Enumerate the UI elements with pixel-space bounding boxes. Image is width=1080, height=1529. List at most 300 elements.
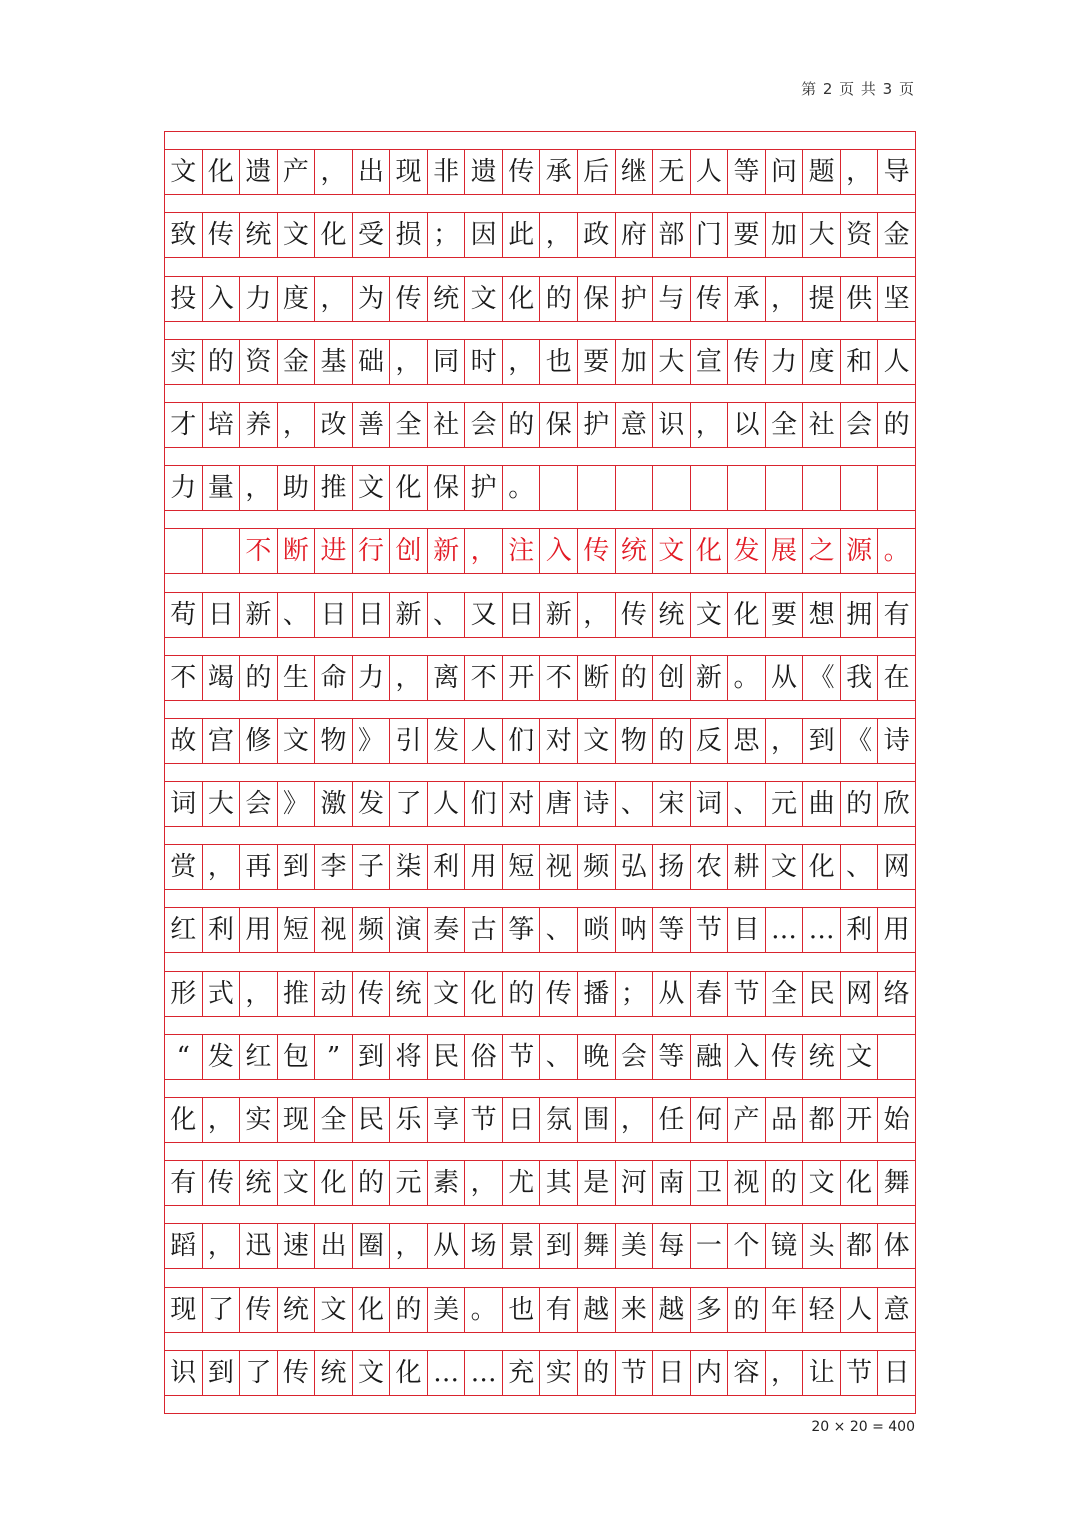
grid-cell: 遗 bbox=[465, 150, 503, 194]
grid-cell: ” bbox=[315, 1035, 353, 1079]
grid-cell: 氛 bbox=[540, 1098, 578, 1142]
grid-cell: 反 bbox=[691, 719, 729, 763]
grid-cell: ， bbox=[315, 150, 353, 194]
grid-cell: 拥 bbox=[841, 593, 879, 637]
grid-cell: 宣 bbox=[691, 340, 729, 384]
grid-cell: 识 bbox=[165, 1351, 203, 1395]
grid-cell: 培 bbox=[203, 403, 241, 447]
grid-cell: 了 bbox=[203, 1288, 241, 1332]
grid-cell: 子 bbox=[353, 845, 391, 889]
grid-cell: 力 bbox=[766, 340, 804, 384]
grid-cell: 的 bbox=[883, 409, 910, 440]
grid-cell: 传 bbox=[578, 529, 616, 573]
grid-cell: 传 bbox=[766, 1035, 804, 1079]
grid-cell: 俗 bbox=[465, 1035, 503, 1079]
grid-cell: 络 bbox=[883, 978, 910, 1009]
grid-cell: 、 bbox=[616, 782, 654, 826]
grid-cell: … bbox=[428, 1351, 466, 1395]
row-spacer bbox=[165, 1396, 915, 1413]
grid-cell: 金 bbox=[883, 220, 910, 251]
grid-cell: 享 bbox=[428, 1098, 466, 1142]
grid-cell: 供 bbox=[841, 277, 879, 321]
grid-cell: 传 bbox=[240, 1288, 278, 1332]
grid-cell: 保 bbox=[428, 466, 466, 510]
grid-cell: 节 bbox=[691, 908, 729, 952]
grid-cell: 量 bbox=[203, 466, 241, 510]
grid-cell: 社 bbox=[803, 403, 841, 447]
grid-cell: 网 bbox=[883, 852, 910, 883]
grid-cell: ， bbox=[540, 213, 578, 257]
grid-cell: 人 bbox=[428, 782, 466, 826]
grid-cell: 短 bbox=[503, 845, 541, 889]
grid-cell: 频 bbox=[578, 845, 616, 889]
grid-cell: 利 bbox=[428, 845, 466, 889]
text-row bbox=[165, 1161, 915, 1206]
grid-cell: 改 bbox=[315, 403, 353, 447]
grid-cell: 发 bbox=[353, 782, 391, 826]
grid-cell: 晚 bbox=[578, 1035, 616, 1079]
grid-cell: 后 bbox=[578, 150, 616, 194]
grid-cell: 体 bbox=[883, 1231, 910, 1262]
grid-cell: ， bbox=[578, 593, 616, 637]
grid-cell: 大 bbox=[803, 213, 841, 257]
grid-cell: 的 bbox=[766, 1161, 804, 1205]
grid-cell: 文 bbox=[315, 1288, 353, 1332]
text-row bbox=[165, 150, 915, 195]
text-row bbox=[165, 213, 915, 258]
grid-cell: 统 bbox=[803, 1035, 841, 1079]
grid-cell: 日 bbox=[883, 1357, 910, 1388]
grid-cell: 物 bbox=[315, 719, 353, 763]
grid-cell: 年 bbox=[766, 1288, 804, 1332]
grid-cell: 实 bbox=[540, 1351, 578, 1395]
row-spacer bbox=[165, 132, 915, 150]
grid-cell: 有 bbox=[165, 1161, 203, 1205]
text-row bbox=[165, 593, 915, 638]
grid-cell: 非 bbox=[428, 150, 466, 194]
row-spacer bbox=[165, 574, 915, 592]
grid-cell: 短 bbox=[278, 908, 316, 952]
grid-cell: 人 bbox=[883, 346, 910, 377]
grid-cell: 化 bbox=[203, 150, 241, 194]
grid-cell: 统 bbox=[240, 1161, 278, 1205]
grid-cell: ， bbox=[616, 1098, 654, 1142]
grid-cell: 文 bbox=[165, 150, 203, 194]
grid-cell: 尤 bbox=[503, 1161, 541, 1205]
grid-cell: 式 bbox=[203, 972, 241, 1016]
grid-cell: 日 bbox=[315, 593, 353, 637]
grid-cell: 播 bbox=[578, 972, 616, 1016]
grid-cell: 、 bbox=[428, 593, 466, 637]
text-row bbox=[165, 782, 915, 827]
grid-cell: 们 bbox=[465, 782, 503, 826]
grid-cell: 春 bbox=[691, 972, 729, 1016]
grid-cell: ， bbox=[465, 1161, 503, 1205]
grid-cell: 基 bbox=[315, 340, 353, 384]
grid-cell: 大 bbox=[653, 340, 691, 384]
text-row bbox=[165, 1098, 915, 1143]
grid-cell: 元 bbox=[766, 782, 804, 826]
grid-cell: 呐 bbox=[616, 908, 654, 952]
grid-cell: 物 bbox=[616, 719, 654, 763]
grid-cell: 人 bbox=[841, 1288, 879, 1332]
grid-cell: 资 bbox=[841, 213, 879, 257]
row-spacer bbox=[165, 1017, 915, 1035]
grid-cell: 继 bbox=[616, 150, 654, 194]
grid-cell: 有 bbox=[883, 599, 910, 630]
grid-cell: 识 bbox=[653, 403, 691, 447]
grid-cell: ， bbox=[390, 340, 428, 384]
grid-cell: 化 bbox=[728, 593, 766, 637]
grid-cell: 统 bbox=[653, 593, 691, 637]
row-spacer bbox=[165, 1206, 915, 1224]
row-spacer bbox=[165, 322, 915, 340]
grid-cell: 日 bbox=[653, 1351, 691, 1395]
grid-cell: 开 bbox=[503, 656, 541, 700]
grid-cell: 场 bbox=[465, 1224, 503, 1268]
grid-cell: 、 bbox=[540, 1035, 578, 1079]
row-spacer bbox=[165, 1333, 915, 1351]
grid-cell: 传 bbox=[203, 1161, 241, 1205]
row-spacer bbox=[165, 890, 915, 908]
grid-cell: 始 bbox=[883, 1105, 910, 1135]
grid-cell: 意 bbox=[883, 1294, 910, 1325]
grid-cell: 的 bbox=[503, 972, 541, 1016]
grid-cell: 统 bbox=[278, 1288, 316, 1332]
text-row bbox=[165, 908, 915, 953]
grid-cell: 新 bbox=[240, 593, 278, 637]
grid-cell: 民 bbox=[428, 1035, 466, 1079]
grid-cell: 、 bbox=[841, 845, 879, 889]
grid-cell: 其 bbox=[540, 1161, 578, 1205]
row-spacer bbox=[165, 1269, 915, 1287]
grid-cell: 围 bbox=[578, 1098, 616, 1142]
grid-cell: 对 bbox=[540, 719, 578, 763]
grid-cell: 创 bbox=[390, 529, 428, 573]
grid-cell: 开 bbox=[841, 1098, 879, 1142]
grid-cell: 乐 bbox=[390, 1098, 428, 1142]
grid-cell: 、 bbox=[728, 782, 766, 826]
grid-cell: 导 bbox=[883, 157, 910, 188]
grid-cell: 用 bbox=[883, 915, 910, 946]
grid-cell: 镜 bbox=[766, 1224, 804, 1268]
grid-cell bbox=[766, 466, 804, 510]
grid-cell: 化 bbox=[315, 213, 353, 257]
grid-cell: 人 bbox=[691, 150, 729, 194]
grid-cell: ， bbox=[691, 403, 729, 447]
grid-cell: 此 bbox=[503, 213, 541, 257]
grid-cell: ， bbox=[315, 277, 353, 321]
grid-cell: 全 bbox=[315, 1098, 353, 1142]
grid-cell: ， bbox=[766, 1351, 804, 1395]
grid-cell: 遗 bbox=[240, 150, 278, 194]
grid-cell: 民 bbox=[803, 972, 841, 1016]
grid-cell: 视 bbox=[728, 1161, 766, 1205]
grid-cell: 利 bbox=[841, 908, 879, 952]
text-row bbox=[165, 1035, 915, 1080]
grid-cell: 形 bbox=[165, 972, 203, 1016]
grid-cell: 时 bbox=[465, 340, 503, 384]
grid-cell: 文 bbox=[278, 1161, 316, 1205]
grid-cell: 了 bbox=[390, 782, 428, 826]
grid-cell: … bbox=[465, 1351, 503, 1395]
grid-cell bbox=[540, 466, 578, 510]
grid-cell: 提 bbox=[803, 277, 841, 321]
grid-cell: 助 bbox=[278, 466, 316, 510]
grid-cell: 《 bbox=[803, 656, 841, 700]
text-row bbox=[165, 403, 915, 448]
grid-cell: 、 bbox=[278, 593, 316, 637]
grid-cell: 传 bbox=[203, 213, 241, 257]
grid-cell: 保 bbox=[540, 403, 578, 447]
grid-cell: 景 bbox=[503, 1224, 541, 1268]
grid-cell: 都 bbox=[803, 1098, 841, 1142]
grid-cell: 化 bbox=[803, 845, 841, 889]
grid-cell: 损 bbox=[390, 213, 428, 257]
manuscript-grid bbox=[164, 131, 916, 1414]
grid-cell: 美 bbox=[428, 1288, 466, 1332]
grid-cell: 离 bbox=[428, 656, 466, 700]
grid-cell bbox=[878, 1035, 915, 1079]
grid-cell: 用 bbox=[240, 908, 278, 952]
grid-cell: 越 bbox=[653, 1288, 691, 1332]
grid-cell: 动 bbox=[315, 972, 353, 1016]
grid-cell: 护 bbox=[578, 403, 616, 447]
grid-cell: 到 bbox=[540, 1224, 578, 1268]
grid-cell: 频 bbox=[353, 908, 391, 952]
grid-cell: 都 bbox=[841, 1224, 879, 1268]
text-row bbox=[165, 845, 915, 890]
grid-cell: 护 bbox=[616, 277, 654, 321]
grid-cell: 化 bbox=[503, 277, 541, 321]
grid-cell: 护 bbox=[465, 466, 503, 510]
grid-cell: 的 bbox=[540, 277, 578, 321]
grid-cell: 出 bbox=[315, 1224, 353, 1268]
grid-cell: 又 bbox=[465, 593, 503, 637]
grid-cell: 宋 bbox=[653, 782, 691, 826]
grid-cell: 资 bbox=[240, 340, 278, 384]
grid-cell: 全 bbox=[766, 972, 804, 1016]
grid-cell: 会 bbox=[465, 403, 503, 447]
grid-cell: ； bbox=[616, 972, 654, 1016]
grid-cell: 视 bbox=[540, 845, 578, 889]
grid-cell: ， bbox=[503, 340, 541, 384]
grid-cell: 产 bbox=[728, 1098, 766, 1142]
grid-cell: 文 bbox=[766, 845, 804, 889]
grid-cell: 不 bbox=[165, 656, 203, 700]
grid-cell: 卫 bbox=[691, 1161, 729, 1205]
grid-cell bbox=[841, 466, 879, 510]
grid-cell: 对 bbox=[503, 782, 541, 826]
grid-cell: 在 bbox=[883, 662, 910, 693]
grid-cell: 速 bbox=[278, 1224, 316, 1268]
grid-cell: 承 bbox=[540, 150, 578, 194]
grid-cell: 断 bbox=[278, 529, 316, 573]
grid-cell: 的 bbox=[841, 782, 879, 826]
grid-cell: 发 bbox=[203, 1035, 241, 1079]
grid-cell: 产 bbox=[278, 150, 316, 194]
grid-cell: 思 bbox=[728, 719, 766, 763]
grid-count-label: 20 × 20 = 400 bbox=[811, 1419, 915, 1435]
grid-cell: 传 bbox=[390, 277, 428, 321]
grid-cell: 的 bbox=[616, 656, 654, 700]
grid-cell: 大 bbox=[203, 782, 241, 826]
grid-cell: 门 bbox=[691, 213, 729, 257]
grid-cell: 想 bbox=[803, 593, 841, 637]
row-spacer bbox=[165, 827, 915, 845]
grid-cell: 保 bbox=[578, 277, 616, 321]
grid-cell: 统 bbox=[616, 529, 654, 573]
grid-cell: 化 bbox=[353, 1288, 391, 1332]
grid-cell: 与 bbox=[653, 277, 691, 321]
grid-cell bbox=[728, 466, 766, 510]
grid-cell: 要 bbox=[728, 213, 766, 257]
grid-cell: 轻 bbox=[803, 1288, 841, 1332]
row-spacer bbox=[165, 1080, 915, 1098]
row-spacer bbox=[165, 701, 915, 719]
grid-cell: 文 bbox=[278, 213, 316, 257]
grid-cell bbox=[803, 466, 841, 510]
grid-cell: ； bbox=[428, 213, 466, 257]
grid-cell: 础 bbox=[353, 340, 391, 384]
grid-cell: 包 bbox=[278, 1035, 316, 1079]
grid-cell: 到 bbox=[803, 719, 841, 763]
grid-cell: 河 bbox=[616, 1161, 654, 1205]
grid-cell: 激 bbox=[315, 782, 353, 826]
grid-cell: ， bbox=[278, 403, 316, 447]
grid-cell: 度 bbox=[803, 340, 841, 384]
grid-cell: 来 bbox=[616, 1288, 654, 1332]
row-spacer bbox=[165, 385, 915, 403]
grid-cell: 意 bbox=[616, 403, 654, 447]
grid-cell: 筝 bbox=[503, 908, 541, 952]
section-heading-row bbox=[165, 529, 915, 574]
text-row bbox=[165, 972, 915, 1017]
grid-cell: 力 bbox=[165, 466, 203, 510]
grid-cell: 进 bbox=[315, 529, 353, 573]
grid-cell: 金 bbox=[278, 340, 316, 384]
grid-cell: 的 bbox=[503, 403, 541, 447]
grid-cell: 文 bbox=[803, 1161, 841, 1205]
grid-cell: 素 bbox=[428, 1161, 466, 1205]
grid-cell: 诗 bbox=[578, 782, 616, 826]
grid-cell bbox=[616, 466, 654, 510]
grid-cell: 南 bbox=[653, 1161, 691, 1205]
grid-cell: 展 bbox=[766, 529, 804, 573]
text-row bbox=[165, 340, 915, 385]
grid-cell: 》 bbox=[278, 782, 316, 826]
grid-cell: 头 bbox=[803, 1224, 841, 1268]
grid-cell: 出 bbox=[353, 150, 391, 194]
grid-cell: 容 bbox=[728, 1351, 766, 1395]
grid-cell: 奏 bbox=[428, 908, 466, 952]
grid-cell: “ bbox=[165, 1035, 203, 1079]
grid-cell: 文 bbox=[353, 1351, 391, 1395]
grid-cell: 。 bbox=[883, 536, 910, 567]
grid-cell: 现 bbox=[165, 1288, 203, 1332]
grid-cell: 推 bbox=[315, 466, 353, 510]
grid-cell: 柒 bbox=[390, 845, 428, 889]
grid-cell: 全 bbox=[390, 403, 428, 447]
grid-cell: 美 bbox=[616, 1224, 654, 1268]
text-row bbox=[165, 1351, 915, 1396]
grid-cell: 有 bbox=[540, 1288, 578, 1332]
grid-cell: 传 bbox=[278, 1351, 316, 1395]
grid-cell: 投 bbox=[165, 277, 203, 321]
grid-cell: ， bbox=[390, 1224, 428, 1268]
grid-cell: 部 bbox=[653, 213, 691, 257]
grid-cell: 宫 bbox=[203, 719, 241, 763]
row-spacer bbox=[165, 195, 915, 213]
grid-cell: 。 bbox=[728, 656, 766, 700]
grid-cell: 用 bbox=[465, 845, 503, 889]
grid-cell: … bbox=[803, 908, 841, 952]
grid-cell: 统 bbox=[315, 1351, 353, 1395]
grid-cell: 化 bbox=[315, 1161, 353, 1205]
grid-cell: 统 bbox=[428, 277, 466, 321]
grid-cell: 全 bbox=[766, 403, 804, 447]
grid-cell: 入 bbox=[728, 1035, 766, 1079]
grid-cell bbox=[203, 529, 241, 573]
text-row bbox=[165, 466, 915, 511]
grid-cell: 唐 bbox=[540, 782, 578, 826]
grid-cell: 社 bbox=[428, 403, 466, 447]
grid-cell: 文 bbox=[278, 719, 316, 763]
grid-cell: ， bbox=[841, 150, 879, 194]
grid-cell: 从 bbox=[653, 972, 691, 1016]
grid-cell: 到 bbox=[203, 1351, 241, 1395]
grid-cell: 弘 bbox=[616, 845, 654, 889]
grid-cell: 新 bbox=[428, 529, 466, 573]
grid-cell: 竭 bbox=[203, 656, 241, 700]
grid-cell: 品 bbox=[766, 1098, 804, 1142]
grid-cell: 文 bbox=[691, 593, 729, 637]
grid-cell: 现 bbox=[278, 1098, 316, 1142]
grid-cell: 传 bbox=[728, 340, 766, 384]
row-spacer bbox=[165, 764, 915, 782]
grid-cell: 发 bbox=[428, 719, 466, 763]
grid-cell: 会 bbox=[841, 403, 879, 447]
grid-cell: 每 bbox=[653, 1224, 691, 1268]
grid-cell: 从 bbox=[428, 1224, 466, 1268]
grid-cell: 入 bbox=[203, 277, 241, 321]
grid-cell: 坚 bbox=[883, 283, 910, 314]
grid-cell: 政 bbox=[578, 213, 616, 257]
grid-cell: 现 bbox=[390, 150, 428, 194]
grid-cell: 节 bbox=[841, 1351, 879, 1395]
text-row bbox=[165, 656, 915, 701]
page-number: 第 2 页 共 3 页 bbox=[801, 80, 915, 98]
grid-cell: 实 bbox=[240, 1098, 278, 1142]
grid-cell: 善 bbox=[353, 403, 391, 447]
grid-cell: 断 bbox=[578, 656, 616, 700]
grid-cell: 文 bbox=[465, 277, 503, 321]
grid-cell: 要 bbox=[766, 593, 804, 637]
grid-cell: 的 bbox=[653, 719, 691, 763]
grid-cell: … bbox=[766, 908, 804, 952]
grid-cell: 节 bbox=[616, 1351, 654, 1395]
grid-cell: 故 bbox=[165, 719, 203, 763]
grid-cell: 多 bbox=[691, 1288, 729, 1332]
grid-cell: 。 bbox=[503, 466, 541, 510]
grid-cell: 传 bbox=[503, 150, 541, 194]
grid-cell: 节 bbox=[728, 972, 766, 1016]
grid-cell: 耕 bbox=[728, 845, 766, 889]
grid-cell: 也 bbox=[503, 1288, 541, 1332]
grid-cell: 以 bbox=[728, 403, 766, 447]
grid-cell: 我 bbox=[841, 656, 879, 700]
grid-cell: 加 bbox=[616, 340, 654, 384]
